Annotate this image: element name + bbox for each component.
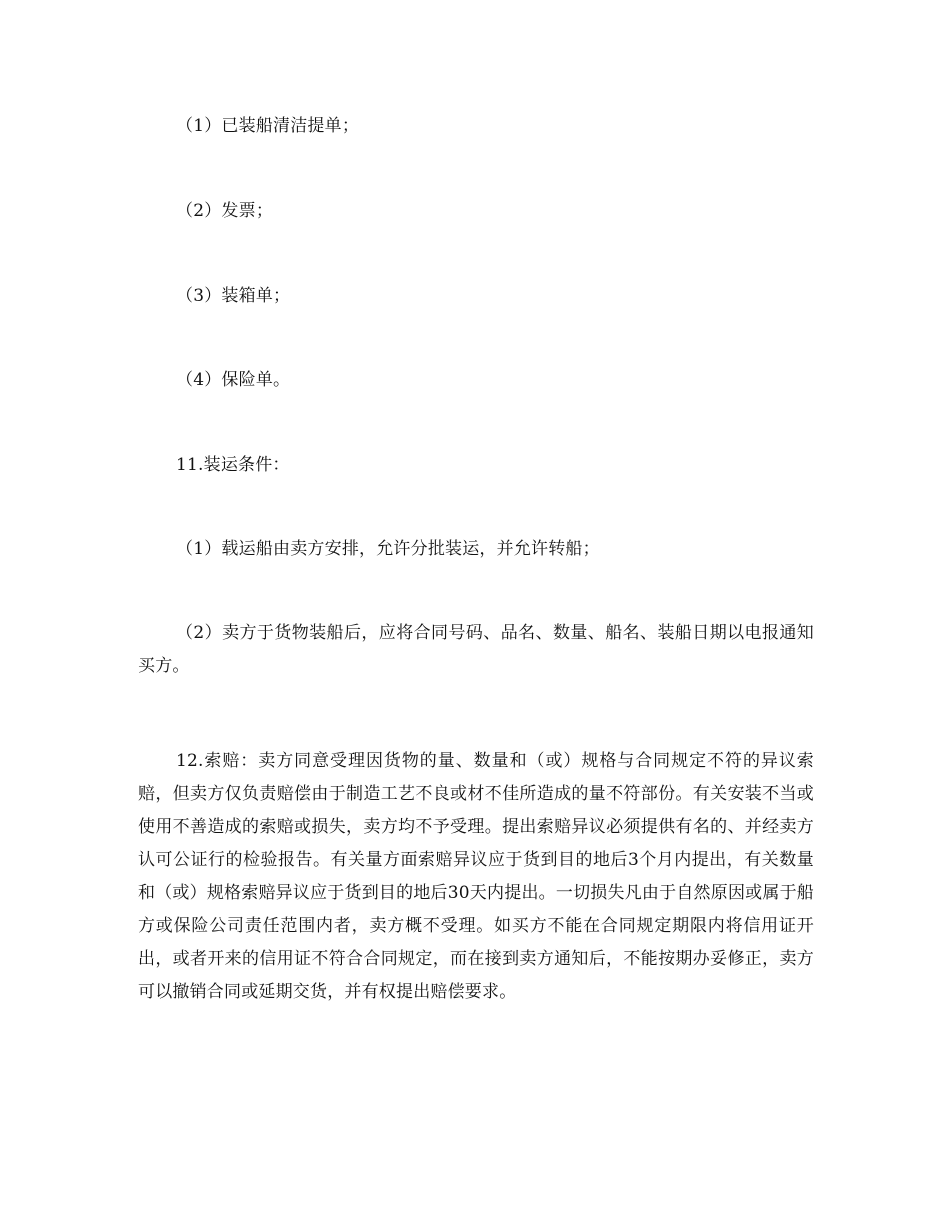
section-12-paragraph: 12.索赔：卖方同意受理因货物的量、数量和（或）规格与合同规定不符的异议索赔，但卖方仅负责赔偿由于制造工艺不良或材不佳所造成的量不符部份。有关安装不当或使用不善造成的索赔或损失，卖方均不予受理。提出索赔异议必须提供有名的、并经卖方认可公证行的检验报告。有关量方面索赔异议应于货到目的地后3个月内提出，有关数量和（或）规格索赔异议应于货到目的地后30天内提出。一切损失凡由于自然原因或属于船方或保险公司责任范围内者，卖方概不受理。如买方不能在合同规定期限内将信用证开出，或者开来的信用证不符合合同规定，而在接到卖方通知后，不能按期办妥修正，卖方可以撤销合同或延期交货，并有权提出赔偿要求。 — [138, 751, 814, 1002]
document-item-4: （4）保险单。 — [176, 370, 291, 390]
document-item-3: （3）装箱单； — [176, 286, 291, 306]
section-11-item-2: （2）卖方于货物装船后，应将合同号码、品名、数量、船名、装船日期以电报通知买方。 — [138, 623, 814, 676]
section-11-item-1: （1）载运船由卖方安排，允许分批装运，并允许转船； — [176, 539, 600, 559]
document-item-1: （1）已装船清洁提单； — [176, 116, 360, 136]
section-11-heading: 11.装运条件： — [176, 455, 290, 475]
document-item-2: （2）发票； — [176, 201, 274, 221]
